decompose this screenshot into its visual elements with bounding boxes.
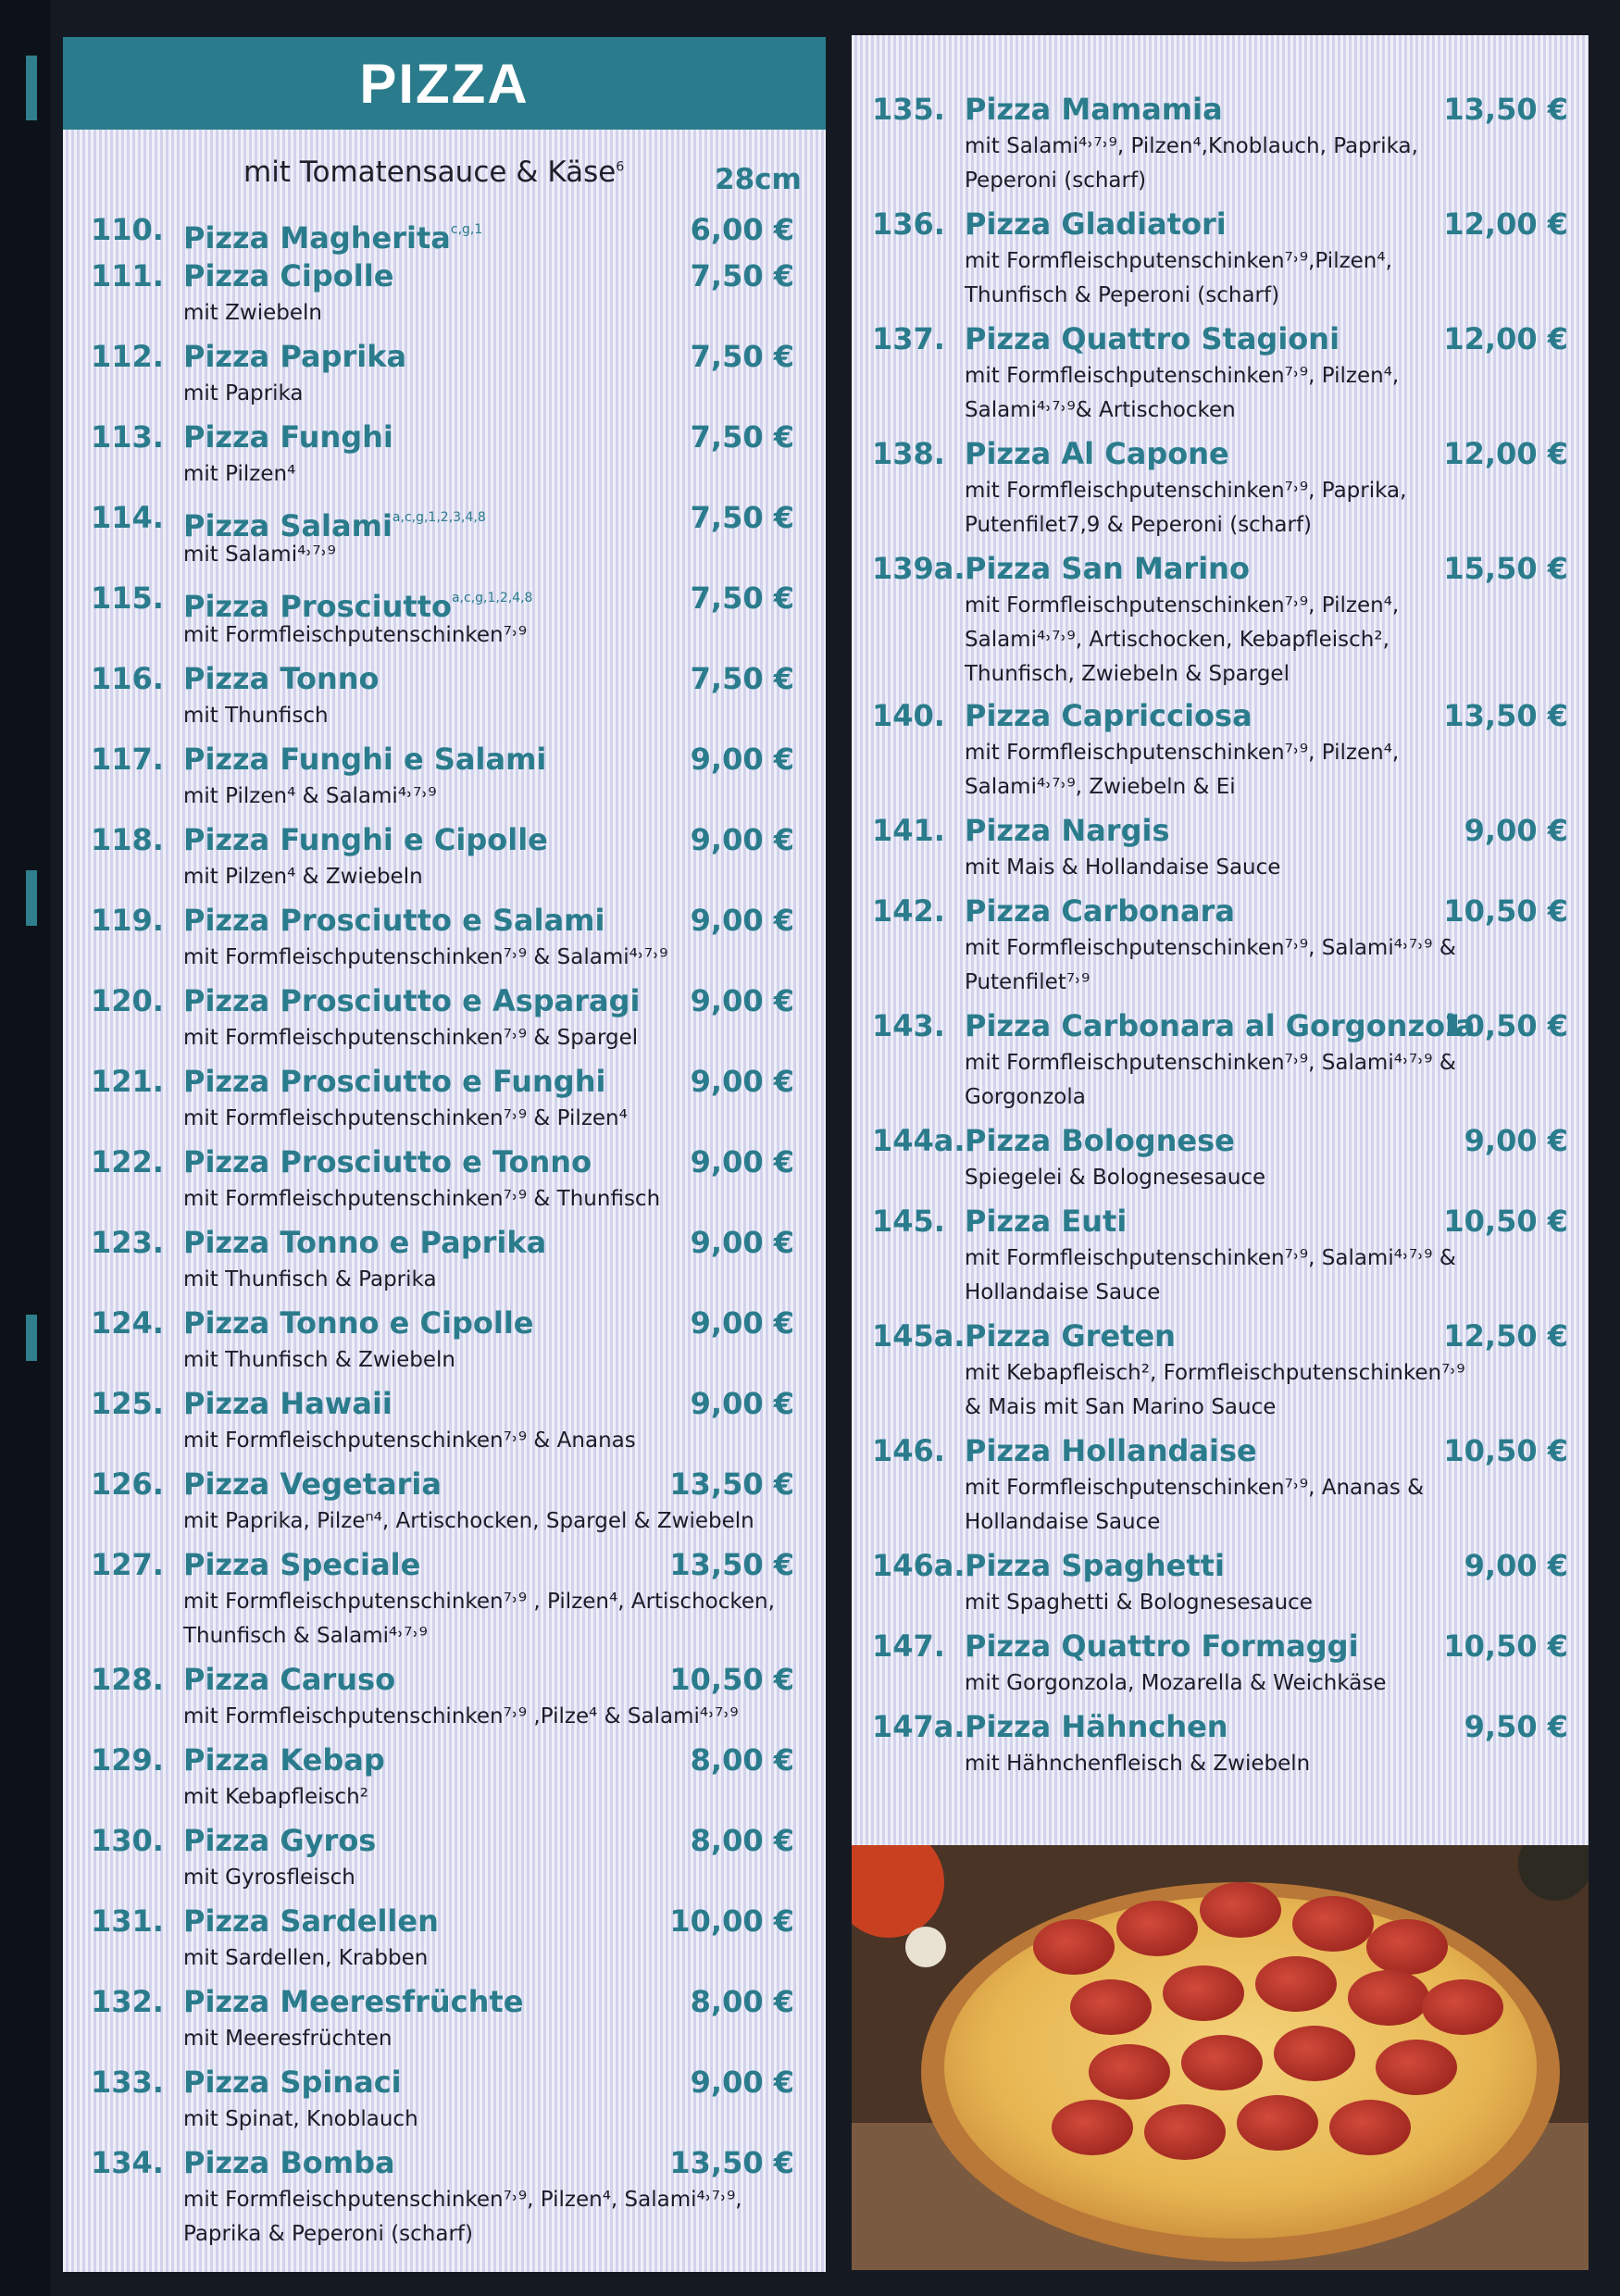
- pepperoni-slice: [1366, 1919, 1448, 1975]
- menu-subtitle: [243, 156, 624, 189]
- item-name-text: Pizza Spaghetti: [965, 1548, 1225, 1583]
- item-name: [183, 741, 546, 778]
- item-name-text: Pizza Funghi e Salami: [183, 742, 547, 777]
- item-price: 10,50 €: [1443, 893, 1568, 929]
- item-price: 7,50 €: [690, 339, 794, 374]
- item-number: 139a.: [872, 551, 966, 586]
- item-name: [965, 91, 1223, 128]
- item-name-text: Pizza Funghi e Cipolle: [183, 822, 548, 857]
- item-name: [965, 697, 1252, 734]
- item-price: 8,00 €: [690, 1742, 794, 1778]
- item-name-text: Pizza Carbonara: [965, 893, 1235, 929]
- item-name: [183, 2064, 402, 2101]
- item-name-text: Pizza Tonno e Paprika: [183, 1225, 547, 1260]
- item-price: 12,00 €: [1443, 436, 1568, 471]
- item-price: 8,00 €: [690, 1823, 794, 1858]
- item-description: mit Formfleischputenschinken⁷˒⁹ & Thunfisch: [183, 1187, 661, 1211]
- edge-mark: [26, 870, 37, 926]
- item-number: 142.: [872, 893, 945, 929]
- edge-mark: [26, 56, 37, 120]
- item-description: mit Salami⁴˒⁷˒⁹: [183, 543, 336, 567]
- item-name-text: Pizza Caruso: [183, 1662, 396, 1697]
- item-number: 145.: [872, 1204, 945, 1239]
- item-price: 9,00 €: [690, 903, 794, 938]
- item-description: mit Hähnchenfleisch & Zwiebeln: [965, 1752, 1311, 1776]
- item-number: 116.: [91, 661, 164, 696]
- item-name: [183, 1661, 395, 1698]
- item-name-text: Pizza Prosciutto e Funghi: [183, 1064, 606, 1099]
- item-number: 131.: [91, 1903, 164, 1939]
- item-name: [183, 1983, 523, 2020]
- item-number: 113.: [91, 419, 164, 455]
- item-number: 147.: [872, 1628, 945, 1664]
- item-price: 13,50 €: [669, 1466, 794, 1502]
- item-number: 133.: [91, 2065, 164, 2100]
- item-name-text: Pizza Al Capone: [965, 436, 1229, 471]
- item-name: [965, 1122, 1235, 1159]
- item-name-text: Pizza Gladiatori: [965, 206, 1227, 242]
- item-number: 125.: [91, 1386, 164, 1421]
- menu-title: PIZZA: [359, 52, 530, 115]
- item-name-text: Pizza Prosciutto e Asparagi: [183, 983, 641, 1018]
- pepperoni-slice: [1052, 2100, 1133, 2155]
- item-number: 147a.: [872, 1709, 966, 1744]
- item-name-text: Pizza Hawaii: [183, 1386, 393, 1421]
- item-name-text: Pizza Prosciutto e Tonno: [183, 1144, 592, 1179]
- allergen-footnote: a,c,g,1,2,4,8: [451, 591, 533, 605]
- item-description: mit Salami⁴˒⁷˒⁹, Pilzen⁴,Knoblauch, Paprika, Peperoni (scharf): [965, 134, 1418, 193]
- item-price: 10,50 €: [1443, 1008, 1568, 1043]
- item-price: 7,50 €: [690, 258, 794, 293]
- item-name-text: Pizza Greten: [965, 1318, 1176, 1354]
- item-description: mit Formfleischputenschinken⁷˒⁹ & Pilzen⁴: [183, 1106, 628, 1130]
- item-number: 110.: [91, 212, 164, 247]
- item-description: mit Kebapfleisch², Formfleischputenschinken⁷˒⁹ & Mais mit San Marino Sauce: [965, 1361, 1465, 1419]
- item-description: mit Spinat, Knoblauch: [183, 2107, 418, 2131]
- pepperoni-slice: [1144, 2104, 1226, 2160]
- item-description: mit Formfleischputenschinken⁷˒⁹, Salami⁴˒⁷˒⁹ & Gorgonzola: [965, 1051, 1456, 1109]
- item-name-text: Pizza Carbonara al Gorgonzola: [965, 1008, 1476, 1043]
- item-price: 9,00 €: [690, 1225, 794, 1260]
- item-description: mit Formfleischputenschinken⁷˒⁹ , Pilzen⁴, Artischocken, Thunfisch & Salami⁴˒⁷˒⁹: [183, 1590, 775, 1648]
- item-number: 137.: [872, 321, 945, 356]
- item-description: mit Formfleischputenschinken⁷˒⁹,Pilzen⁴, Thunfisch & Peperoni (scharf): [965, 249, 1392, 307]
- item-name-text: Pizza Prosciutto: [183, 589, 452, 624]
- pepperoni-slice: [1070, 1979, 1152, 2035]
- item-name-text: Pizza Meeresfrüchte: [183, 1984, 524, 2019]
- item-name: [183, 1546, 420, 1583]
- item-number: 115.: [91, 580, 164, 616]
- item-name: [183, 1903, 439, 1940]
- menu-header: [63, 37, 826, 130]
- item-price: 13,50 €: [1443, 698, 1568, 733]
- item-name: [965, 1432, 1257, 1469]
- item-description: mit Zwiebeln: [183, 301, 322, 325]
- item-price: 9,00 €: [690, 983, 794, 1018]
- item-price: 13,50 €: [1443, 92, 1568, 127]
- item-name: [183, 1741, 385, 1778]
- item-number: 134.: [91, 2145, 164, 2180]
- item-price: 12,00 €: [1443, 206, 1568, 242]
- item-price: 12,00 €: [1443, 321, 1568, 356]
- item-name: [183, 1063, 605, 1100]
- pepperoni-pizza-image: [852, 1845, 1589, 2270]
- item-name: [965, 1628, 1359, 1665]
- pepperoni-slice: [1033, 1919, 1115, 1975]
- item-name: [965, 1547, 1225, 1584]
- item-number: 132.: [91, 1984, 164, 2019]
- item-price: 10,50 €: [1443, 1628, 1568, 1664]
- item-price: 10,00 €: [669, 1903, 794, 1939]
- item-number: 140.: [872, 698, 945, 733]
- item-name-text: Pizza Tonno e Cipolle: [183, 1305, 534, 1341]
- item-name-text: Pizza Capricciosa: [965, 698, 1252, 733]
- item-price: 9,00 €: [1464, 813, 1568, 848]
- item-name-text: Pizza Kebap: [183, 1742, 385, 1778]
- item-description: mit Pilzen⁴: [183, 462, 296, 486]
- item-name-text: Pizza Vegetaria: [183, 1466, 442, 1502]
- pepperoni-slice: [1237, 2095, 1318, 2151]
- item-name: [183, 1143, 592, 1180]
- item-name: [965, 1007, 1476, 1044]
- item-name: [183, 418, 393, 455]
- item-description: mit Gorgonzola, Mozarella & Weichkäse: [965, 1671, 1387, 1695]
- item-price: 9,00 €: [690, 2065, 794, 2100]
- item-description: mit Pilzen⁴ & Salami⁴˒⁷˒⁹: [183, 784, 437, 808]
- item-name: [965, 206, 1227, 243]
- pepperoni-slice: [1200, 1882, 1281, 1938]
- item-name: [965, 812, 1169, 849]
- edge-mark: [26, 1315, 37, 1361]
- item-price: 7,50 €: [690, 419, 794, 455]
- item-number: 130.: [91, 1823, 164, 1858]
- pepperoni-slice: [1292, 1896, 1374, 1952]
- item-description: mit Formfleischputenschinken⁷˒⁹, Ananas & Hollandaise Sauce: [965, 1476, 1425, 1534]
- item-number: 122.: [91, 1144, 164, 1179]
- item-price: 7,50 €: [690, 661, 794, 696]
- pepperoni-slice: [1163, 1965, 1244, 2021]
- item-description: mit Mais & Hollandaise Sauce: [965, 855, 1281, 880]
- menu-column-left: [63, 37, 826, 2272]
- item-name-text: Pizza Hähnchen: [965, 1709, 1228, 1744]
- item-description: mit Meeresfrüchten: [183, 2027, 393, 2051]
- item-name-text: Pizza Bolognese: [965, 1123, 1235, 1158]
- item-price: 13,50 €: [669, 1547, 794, 1582]
- item-number: 144a.: [872, 1123, 966, 1158]
- item-name-text: Pizza Funghi: [183, 419, 393, 455]
- item-price: 12,50 €: [1443, 1318, 1568, 1354]
- pepperoni-slice: [1181, 2035, 1263, 2090]
- item-price: 9,00 €: [690, 1386, 794, 1421]
- item-name-text: Pizza San Marino: [965, 551, 1250, 586]
- item-name: [965, 1708, 1228, 1745]
- item-name-text: Pizza Bomba: [183, 2145, 395, 2180]
- pepperoni-slice: [1376, 2040, 1457, 2095]
- item-name-text: Pizza Quattro Formaggi: [965, 1628, 1359, 1664]
- item-number: 143.: [872, 1008, 945, 1043]
- item-name: [183, 1822, 376, 1859]
- item-number: 117.: [91, 742, 164, 777]
- pepperoni-slice: [1422, 1979, 1503, 2035]
- item-number: 118.: [91, 822, 164, 857]
- item-number: 120.: [91, 983, 164, 1018]
- item-price: 10,50 €: [1443, 1204, 1568, 1239]
- item-number: 123.: [91, 1225, 164, 1260]
- item-description: mit Formfleischputenschinken⁷˒⁹, Salami⁴˒⁷˒⁹ & Hollandaise Sauce: [965, 1246, 1456, 1304]
- item-price: 7,50 €: [690, 500, 794, 535]
- item-number: 112.: [91, 339, 164, 374]
- item-description: mit Thunfisch & Paprika: [183, 1267, 437, 1292]
- item-price: 15,50 €: [1443, 551, 1568, 586]
- item-description: mit Sardellen, Krabben: [183, 1946, 429, 1970]
- subtitle-footnote: 6: [616, 159, 625, 175]
- item-description: Spiegelei & Bolognesesauce: [965, 1166, 1266, 1190]
- item-number: 135.: [872, 92, 945, 127]
- item-number: 145a.: [872, 1318, 966, 1354]
- item-description: mit Formfleischputenschinken⁷˒⁹, Paprika, Putenfilet7,9 & Peperoni (scharf): [965, 479, 1407, 537]
- item-description: mit Formfleischputenschinken⁷˒⁹, Salami⁴˒⁷˒⁹ & Putenfilet⁷˒⁹: [965, 936, 1456, 994]
- item-name-text: Pizza Salami: [183, 508, 393, 543]
- item-name-text: Pizza Magherita: [183, 220, 451, 256]
- item-number: 124.: [91, 1305, 164, 1341]
- item-description: mit Paprika, Pilzeⁿ⁴, Artischocken, Spargel & Zwiebeln: [183, 1509, 754, 1533]
- item-description: mit Formfleischputenschinken⁷˒⁹: [183, 623, 528, 647]
- item-description: mit Formfleischputenschinken⁷˒⁹ ,Pilze⁴ & Salami⁴˒⁷˒⁹: [183, 1704, 739, 1728]
- pepperoni-slice: [1348, 1970, 1429, 2026]
- item-number: 114.: [91, 500, 164, 535]
- allergen-footnote: a,c,g,1,2,3,4,8: [392, 510, 486, 525]
- item-price: 10,50 €: [669, 1662, 794, 1697]
- item-name: [183, 660, 380, 697]
- item-name: [965, 1317, 1176, 1354]
- item-number: 141.: [872, 813, 945, 848]
- item-description: mit Formfleischputenschinken⁷˒⁹, Pilzen⁴, Salami⁴˒⁷˒⁹, Paprika & Peperoni (scharf): [183, 2188, 742, 2246]
- item-number: 128.: [91, 1662, 164, 1697]
- item-description: mit Spaghetti & Bolognesesauce: [965, 1591, 1313, 1615]
- item-name: [965, 550, 1250, 587]
- item-number: 111.: [91, 258, 164, 293]
- item-description: mit Formfleischputenschinken⁷˒⁹ & Spargel: [183, 1026, 639, 1050]
- item-name: [965, 892, 1235, 930]
- item-name: [183, 257, 393, 294]
- pepperoni-slice: [1255, 1956, 1337, 2012]
- item-name: [183, 338, 406, 375]
- item-name: [183, 1466, 442, 1503]
- item-price: 9,00 €: [1464, 1123, 1568, 1158]
- item-description: mit Formfleischputenschinken⁷˒⁹ & Salami⁴˒⁷˒⁹: [183, 945, 668, 969]
- item-name: [965, 435, 1229, 472]
- item-price: 10,50 €: [1443, 1433, 1568, 1468]
- item-price: 6,00 €: [690, 212, 794, 247]
- item-description: mit Thunfisch: [183, 704, 329, 728]
- item-number: 129.: [91, 1742, 164, 1778]
- item-name-text: Pizza Prosciutto e Salami: [183, 903, 605, 938]
- item-name-text: Pizza Gyros: [183, 1823, 377, 1858]
- item-name-text: Pizza Hollandaise: [965, 1433, 1257, 1468]
- item-number: 146a.: [872, 1548, 966, 1583]
- item-price: 9,00 €: [690, 742, 794, 777]
- item-name-text: Pizza Nargis: [965, 813, 1170, 848]
- pepperoni-slice: [1329, 2100, 1411, 2155]
- item-price: 9,50 €: [1464, 1709, 1568, 1744]
- size-label: 28cm: [715, 163, 802, 196]
- item-name-text: Pizza Paprika: [183, 339, 407, 374]
- pepperoni-slice: [1116, 1901, 1198, 1956]
- item-name: [183, 821, 548, 858]
- item-price: 9,00 €: [690, 1144, 794, 1179]
- item-name: [183, 2144, 395, 2181]
- item-number: 127.: [91, 1547, 164, 1582]
- item-description: mit Paprika: [183, 381, 304, 406]
- item-name-text: Pizza Quattro Stagioni: [965, 321, 1340, 356]
- pepperoni-slice: [1274, 2026, 1355, 2081]
- item-name-text: Pizza Cipolle: [183, 258, 394, 293]
- item-price: 13,50 €: [669, 2145, 794, 2180]
- item-number: 146.: [872, 1433, 945, 1468]
- item-description: mit Pilzen⁴ & Zwiebeln: [183, 865, 423, 889]
- item-price: 9,00 €: [1464, 1548, 1568, 1583]
- item-name-text: Pizza Spinaci: [183, 2065, 402, 2100]
- item-name: [183, 1224, 546, 1261]
- item-number: 126.: [91, 1466, 164, 1502]
- pizza-photo: [852, 1845, 1589, 2270]
- item-name-text: Pizza Sardellen: [183, 1903, 439, 1939]
- item-name-text: Pizza Mamamia: [965, 92, 1223, 127]
- item-number: 119.: [91, 903, 164, 938]
- item-name: [183, 211, 482, 256]
- item-name-text: Pizza Tonno: [183, 661, 380, 696]
- item-name: [965, 320, 1340, 357]
- item-description: mit Formfleischputenschinken⁷˒⁹ & Ananas: [183, 1429, 636, 1453]
- item-name: [183, 1304, 533, 1341]
- item-name: [183, 982, 641, 1019]
- item-price: 8,00 €: [690, 1984, 794, 2019]
- subtitle-text: mit Tomatensauce & Käse: [243, 156, 617, 189]
- item-price: 9,00 €: [690, 822, 794, 857]
- item-name: [183, 902, 604, 939]
- allergen-footnote: c,g,1: [450, 222, 483, 237]
- item-price: 9,00 €: [690, 1064, 794, 1099]
- item-name: [183, 1385, 393, 1422]
- item-name: [965, 1203, 1127, 1240]
- item-description: mit Formfleischputenschinken⁷˒⁹, Pilzen⁴, Salami⁴˒⁷˒⁹, Artischocken, Kebapfleisch², Thunfisch, Zwiebeln & Spargel: [965, 593, 1400, 686]
- item-description: mit Kebapfleisch²: [183, 1785, 368, 1809]
- menu-column-right: [852, 35, 1589, 2270]
- item-description: mit Thunfisch & Zwiebeln: [183, 1348, 455, 1372]
- item-number: 136.: [872, 206, 945, 242]
- page-edge: [0, 0, 51, 2296]
- item-name-text: Pizza Euti: [965, 1204, 1128, 1239]
- pepperoni-slice: [1089, 2044, 1170, 2100]
- item-price: 7,50 €: [690, 580, 794, 616]
- item-description: mit Formfleischputenschinken⁷˒⁹, Pilzen⁴, Salami⁴˒⁷˒⁹, Zwiebeln & Ei: [965, 741, 1400, 799]
- item-description: mit Formfleischputenschinken⁷˒⁹, Pilzen⁴, Salami⁴˒⁷˒⁹& Artischocken: [965, 364, 1400, 422]
- item-number: 138.: [872, 436, 945, 471]
- item-description: mit Gyrosfleisch: [183, 1866, 355, 1890]
- item-price: 9,00 €: [690, 1305, 794, 1341]
- item-number: 121.: [91, 1064, 164, 1099]
- item-name-text: Pizza Speciale: [183, 1547, 421, 1582]
